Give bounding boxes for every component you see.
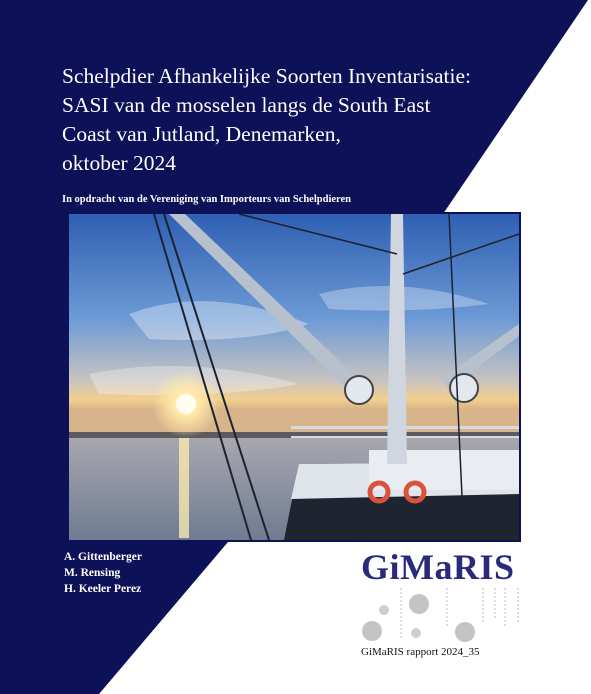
author-list bbox=[64, 549, 142, 597]
author-name: M. Rensing bbox=[64, 567, 121, 579]
logo-dot bbox=[362, 621, 382, 641]
title-line: Schelpdier Afhankelijke Soorten Inventarisatie: bbox=[62, 64, 471, 88]
gimaris-logo-graphic bbox=[355, 588, 530, 646]
logo-dot bbox=[411, 628, 421, 638]
author-name: A. Gittenberger bbox=[64, 551, 142, 563]
commission-line: In opdracht van de Vereniging van Importeurs van Schelpdieren bbox=[62, 194, 351, 205]
pulley bbox=[345, 376, 373, 404]
report-title bbox=[62, 62, 562, 178]
logo-dot bbox=[455, 622, 475, 642]
sun-core bbox=[176, 394, 196, 414]
pulley bbox=[450, 374, 478, 402]
ship-deck-sunset-photo bbox=[69, 214, 519, 540]
title-line: SASI van de mosselen langs de South East bbox=[62, 93, 431, 117]
logo-dot bbox=[379, 605, 389, 615]
title-line: oktober 2024 bbox=[62, 151, 177, 175]
logo-dot bbox=[409, 594, 429, 614]
cover-photo bbox=[67, 212, 521, 542]
title-line: Coast van Jutland, Denemarken, bbox=[62, 122, 341, 146]
report-number: GiMaRIS rapport 2024_35 bbox=[361, 646, 480, 658]
gimaris-logo: GiMaRIS bbox=[361, 547, 515, 587]
author-name: H. Keeler Perez bbox=[64, 583, 142, 595]
sun-reflection bbox=[179, 438, 189, 538]
